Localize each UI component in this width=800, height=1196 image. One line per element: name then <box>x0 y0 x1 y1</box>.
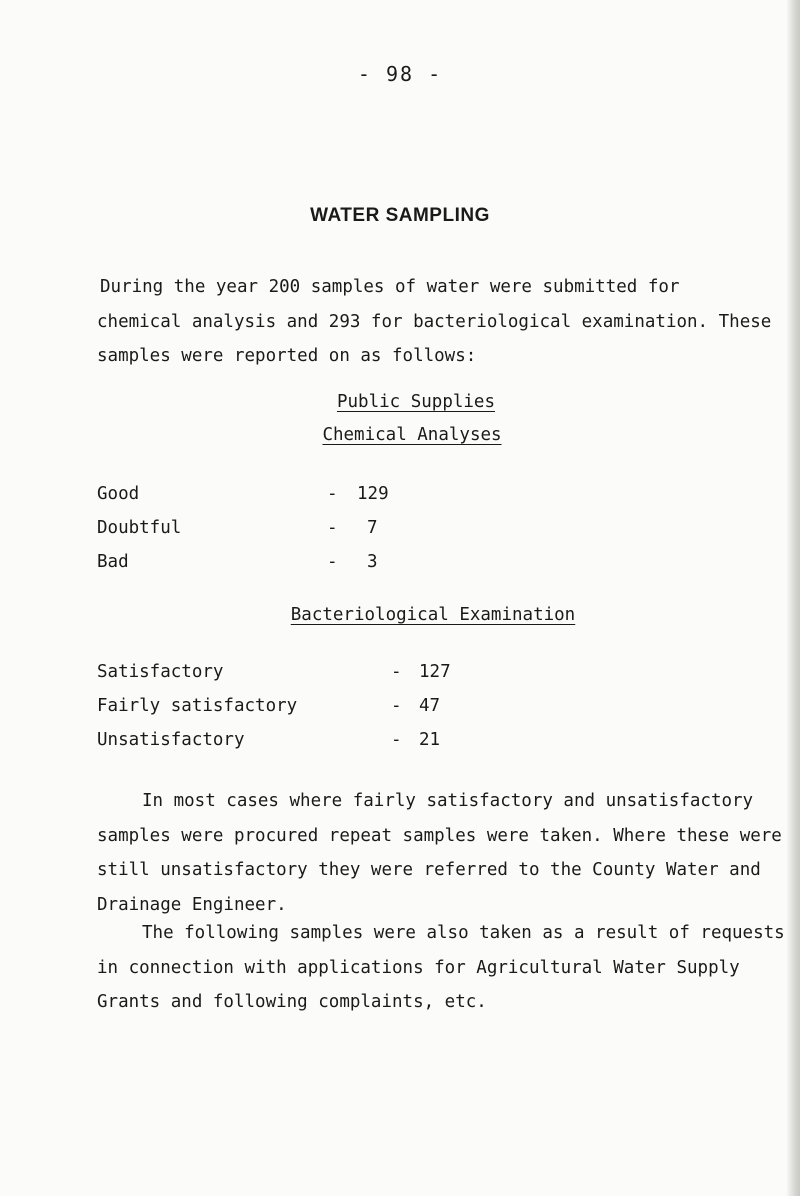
row-dash: - <box>391 662 402 682</box>
row-value: 3 <box>367 552 378 572</box>
follow-up-paragraph <box>97 784 782 922</box>
row-label: Satisfactory <box>97 662 224 682</box>
row-label: Doubtful <box>97 518 182 538</box>
paragraph-line: In most cases where fairly satisfactory and unsatisfactory <box>142 791 754 811</box>
paragraph-line: Grants and following complaints, etc. <box>97 992 487 1012</box>
intro-line: samples were reported on as follows: <box>97 346 477 366</box>
page-number: - 98 - <box>357 62 443 86</box>
row-label: Bad <box>97 552 129 572</box>
page-title: WATER SAMPLING <box>310 205 490 226</box>
row-dash: - <box>391 696 402 716</box>
public-supplies-heading: Public Supplies <box>336 392 496 412</box>
row-label: Good <box>97 484 140 504</box>
row-dash: - <box>327 552 338 572</box>
row-dash: - <box>391 730 402 750</box>
paragraph-line: The following samples were also taken as a result of requests <box>142 923 785 943</box>
paragraph-line: Drainage Engineer. <box>97 894 287 915</box>
bacteriological-examination-heading: Bacteriological Examination <box>290 605 576 625</box>
row-dash: - <box>327 484 338 504</box>
row-dash: - <box>327 518 338 538</box>
row-value: 7 <box>367 518 378 538</box>
page-edge-shadow <box>786 0 800 1196</box>
intro-line: chemical analysis and 293 for bacteriological examination. These <box>97 311 772 332</box>
intro-paragraph <box>97 270 772 374</box>
paragraph-line: still unsatisfactory they were referred to the County Water and <box>97 860 761 880</box>
row-value: 127 <box>419 662 451 682</box>
additional-samples-paragraph <box>97 916 785 1020</box>
row-value: 47 <box>419 696 441 716</box>
chemical-analyses-heading: Chemical Analyses <box>322 425 502 445</box>
intro-line: During the year 200 samples of water were submitted for <box>100 277 680 297</box>
row-label: Fairly satisfactory <box>97 696 298 716</box>
row-value: 21 <box>419 730 441 750</box>
row-value: 129 <box>357 484 389 504</box>
row-label: Unsatisfactory <box>97 730 245 750</box>
paragraph-line: samples were procured repeat samples were taken. Where these were <box>97 825 782 846</box>
paragraph-line: in connection with applications for Agricultural Water Supply <box>97 957 740 978</box>
